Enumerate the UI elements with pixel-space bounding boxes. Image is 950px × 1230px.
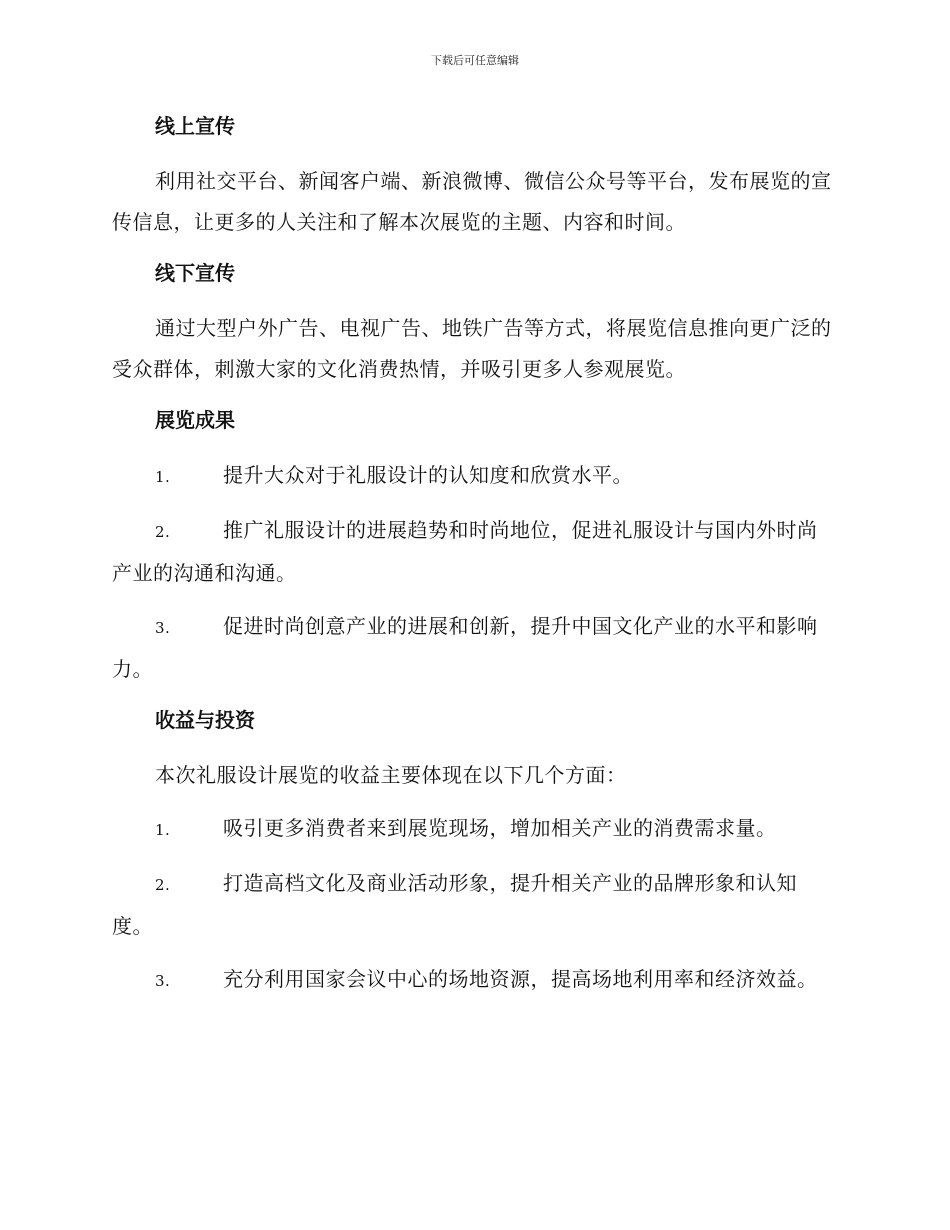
- list-item: [112, 808, 834, 851]
- list-item: [112, 455, 834, 498]
- document-body: [112, 108, 834, 1014]
- list-item-text: 促进时尚创意产业的进展和创新，提升中国文化产业的水平和影响力。: [112, 614, 818, 681]
- list-item-number: 3.: [155, 972, 171, 990]
- heading-online-promotion: 线上宣传: [155, 114, 235, 138]
- list-item: [112, 959, 834, 1002]
- paragraph-offline-promotion: 通过大型户外广告、电视广告、地铁广告等方式，将展览信息推向更广泛的受众群体，刺激大家的文化消费热情，并吸引更多人参观展览。: [112, 316, 832, 381]
- paragraph-revenue-intro: 本次礼服设计展览的收益主要体现在以下几个方面：: [155, 763, 627, 787]
- heading-revenue-investment: 收益与投资: [155, 708, 255, 732]
- list-item-number: 1.: [155, 468, 171, 486]
- list-item: [112, 863, 834, 947]
- heading-exhibition-results: 展览成果: [155, 408, 235, 432]
- list-item: [112, 606, 834, 690]
- list-item-number: 3.: [155, 619, 171, 637]
- list-item-number: 1.: [155, 821, 171, 839]
- list-item-number: 2.: [155, 523, 171, 541]
- heading-offline-promotion: 线下宣传: [155, 261, 235, 285]
- list-item-text: 打造高档文化及商业活动形象，提升相关产业的品牌形象和认知度。: [112, 871, 797, 938]
- list-item-text: 充分利用国家会议中心的场地资源，提高场地利用率和经济效益。: [223, 967, 818, 991]
- list-item-text: 吸引更多消费者来到展览现场，增加相关产业的消费需求量。: [223, 816, 777, 840]
- list-item-text: 提升大众对于礼服设计的认知度和欣赏水平。: [223, 463, 633, 487]
- page-header: 下载后可任意编辑: [431, 54, 519, 67]
- list-item-text: 推广礼服设计的进展趋势和时尚地位，促进礼服设计与国内外时尚产业的沟通和沟通。: [112, 518, 818, 585]
- list-item: [112, 510, 834, 594]
- paragraph-online-promotion: 利用社交平台、新闻客户端、新浪微博、微信公众号等平台，发布展览的宣传信息，让更多的人关注和了解本次展览的主题、内容和时间。: [112, 169, 832, 234]
- list-item-number: 2.: [155, 876, 171, 894]
